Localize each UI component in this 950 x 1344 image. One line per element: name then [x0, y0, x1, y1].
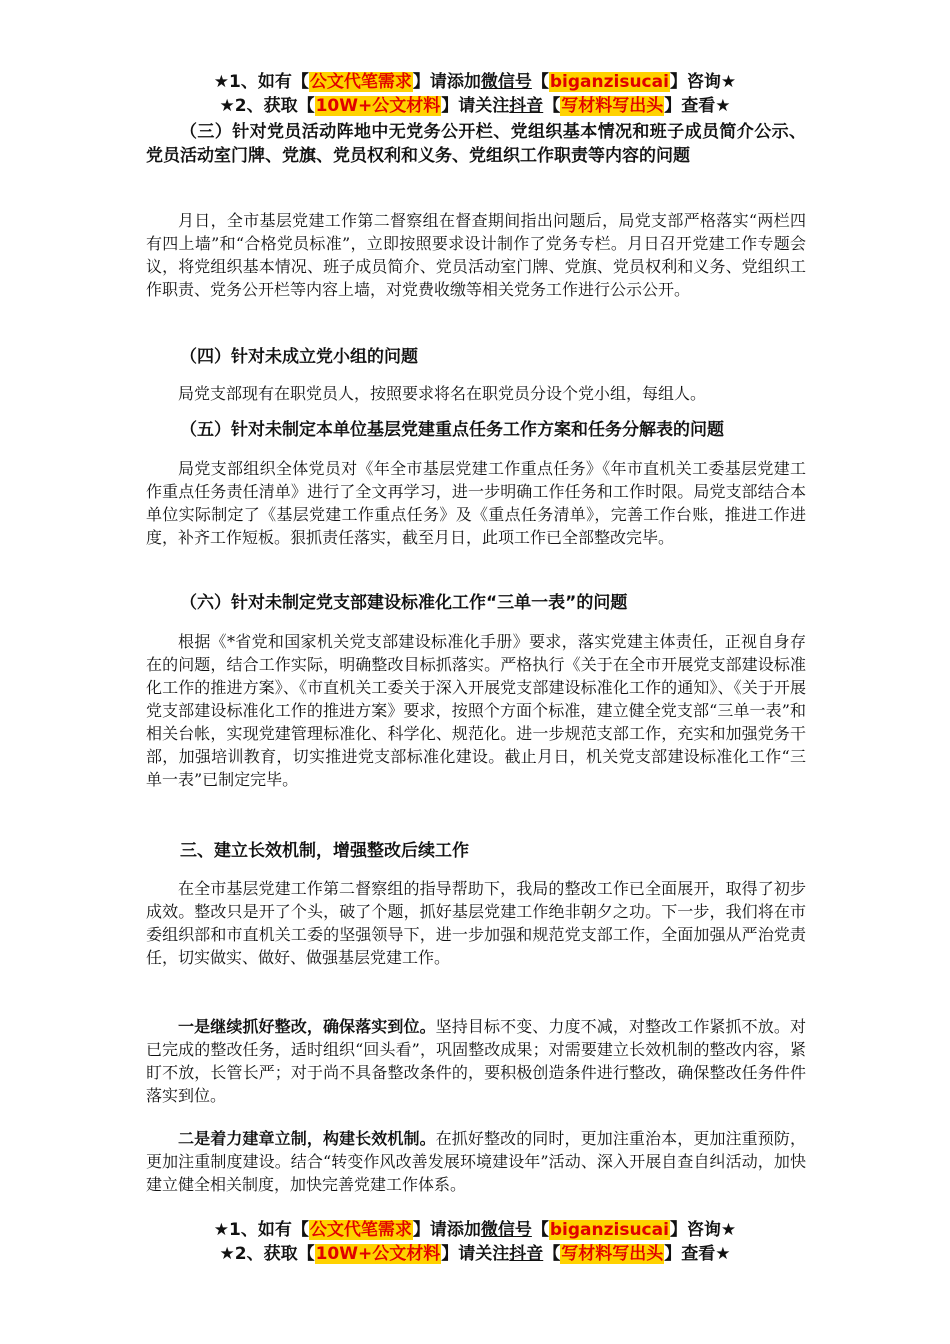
paragraph: 局党支部现有在职党员人，按照要求将名在职党员分设个党小组，每组人。 — [178, 384, 707, 403]
promo-text: 【 — [531, 1220, 549, 1240]
section-heading: （三）针对党员活动阵地中无党务公开栏、党组织基本情况和班子成员简介公示、党员活动室门牌、党旗、党员权利和义务、党组织工作职责等内容的问题 — [146, 122, 806, 166]
paragraph: 根据《*省党和国家机关党支部建设标准化手册》要求，落实党建主体责任，正视自身存在的问题，结合工作实际，明确整改目标抓落实。严格执行《关于在全市开展党支部建设标准化工作的推进方案》、《市直机关工委关于深入开展党支部建设标准化工作的通知》、《关于开展党支部建设标准化工作的推进方案》要求，按照个方面个标准，建立健全党支部“三单一表”和相关台帐，实现党建管理标准化、科学化、规范化。进一步规范支部工作，充实和加强党务干部，加强培训教育，切实推进党支部标准化建设。截止月日，机关党支部建设标准化工作“三单一表”已制定完毕。 — [146, 632, 806, 789]
promo-text: 【 — [543, 96, 561, 116]
section-5-body — [146, 456, 806, 548]
section-3 — [146, 120, 806, 168]
promo-highlight: 写材料写出头 — [561, 96, 664, 116]
paragraph — [146, 1126, 806, 1195]
promo-highlight: 公文代笔需求 — [309, 72, 412, 92]
section-heading: （四）针对未成立党小组的问题 — [180, 347, 418, 367]
section-6-body — [146, 629, 806, 790]
point-body: 坚持目标不变、力度不减，对整改工作紧抓不放。对已完成的整改任务，适时组织“回头看”，巩固整改成果；对需要建立长效机制的整改内容，紧盯不放，长管长严；对于尚不具备整改条件的，要积极创造条件进行整改，确保整改任务件件落实到位。 — [146, 1017, 806, 1105]
promo-line-1 — [0, 70, 950, 94]
promo-text: ★1、如有【 — [213, 72, 309, 92]
promo-text: 【 — [543, 1244, 561, 1264]
promo-highlight: biganzisucai — [549, 72, 669, 92]
promo-highlight: 10W+公文材料 — [315, 96, 441, 116]
part-3-body — [146, 876, 806, 968]
point-lead: 二是着力建章立制，构建长效机制。 — [178, 1129, 436, 1148]
promo-highlight: 写材料写出头 — [561, 1244, 664, 1264]
promo-highlight: biganzisucai — [549, 1220, 669, 1240]
promo-text: 】请关注 — [441, 1244, 510, 1264]
paragraph: 局党支部组织全体党员对《年全市基层党建工作重点任务》《年市直机关工委基层党建工作重点任务责任清单》进行了全文再学习，进一步明确工作任务和工作时限。局党支部结合本单位实际制定了《基层党建工作重点任务》及《重点任务清单》，完善工作台账，推进工作进度，补齐工作短板。狠抓责任落实，截至月日，此项工作已全部整改完毕。 — [146, 459, 806, 547]
promo-underlined: 抖音 — [509, 96, 544, 116]
promo-text: ★2、获取【 — [219, 96, 315, 116]
promo-text: 【 — [531, 72, 549, 92]
point-1 — [146, 1014, 806, 1106]
section-3-body — [146, 208, 806, 300]
promo-line-1-footer — [0, 1218, 950, 1242]
section-5 — [146, 418, 806, 442]
section-6 — [146, 591, 806, 615]
promo-underlined: 微信号 — [480, 1220, 532, 1240]
section-4-body — [146, 381, 806, 404]
point-2 — [146, 1126, 806, 1195]
promo-text: ★2、获取【 — [219, 1244, 315, 1264]
promo-text: 】查看★ — [664, 1244, 731, 1264]
paragraph: 月日，全市基层党建工作第二督察组在督查期间指出问题后，局党支部严格落实“两栏四有四上墙”和“合格党员标准”，立即按照要求设计制作了党务专栏。月日召开党建工作专题会议，将党组织基本情况、班子成员简介、党员活动室门牌、党旗、党员权利和义务、党组织工作职责、党务公开栏等内容上墙，对党费收缴等相关党务工作进行公示公开。 — [146, 211, 806, 299]
promo-text: 】咨询★ — [669, 72, 737, 92]
paragraph: 在全市基层党建工作第二督察组的指导帮助下，我局的整改工作已全面展开，取得了初步成效。整改只是开了个头，破了个题，抓好基层党建工作绝非朝夕之功。下一步，我们将在市委组织部和市直机关工委的坚强领导下，进一步加强和规范党支部工作，全面加强从严治党责任，切实做实、做好、做强基层党建工作。 — [146, 879, 806, 967]
promo-underlined: 抖音 — [509, 1244, 544, 1264]
section-4 — [146, 345, 806, 369]
promo-line-2 — [0, 94, 950, 118]
promo-text: 】请关注 — [441, 96, 510, 116]
promo-text: ★1、如有【 — [213, 1220, 309, 1240]
promo-text: 】请添加 — [412, 72, 481, 92]
section-heading: （六）针对未制定党支部建设标准化工作“三单一表”的问题 — [180, 593, 628, 613]
promo-line-2-footer — [0, 1242, 950, 1266]
section-heading: （五）针对未制定本单位基层党建重点任务工作方案和任务分解表的问题 — [180, 420, 724, 440]
point-body: 在抓好整改的同时，更加注重治本，更加注重预防，更加注重制度建设。结合“转变作风改善发展环境建设年”活动、深入开展自查自纠活动，加快建立健全相关制度，加快完善党建工作体系。 — [146, 1129, 806, 1194]
paragraph — [146, 1014, 806, 1106]
promo-text: 】咨询★ — [669, 1220, 737, 1240]
part-3 — [146, 839, 806, 863]
point-lead: 一是继续抓好整改，确保落实到位。 — [178, 1017, 436, 1036]
promo-underlined: 微信号 — [480, 72, 532, 92]
section-heading: 三、建立长效机制，增强整改后续工作 — [180, 841, 469, 861]
promo-text: 】请添加 — [412, 1220, 481, 1240]
promo-text: 】查看★ — [664, 96, 731, 116]
promo-highlight: 公文代笔需求 — [309, 1220, 412, 1240]
promo-highlight: 10W+公文材料 — [315, 1244, 441, 1264]
